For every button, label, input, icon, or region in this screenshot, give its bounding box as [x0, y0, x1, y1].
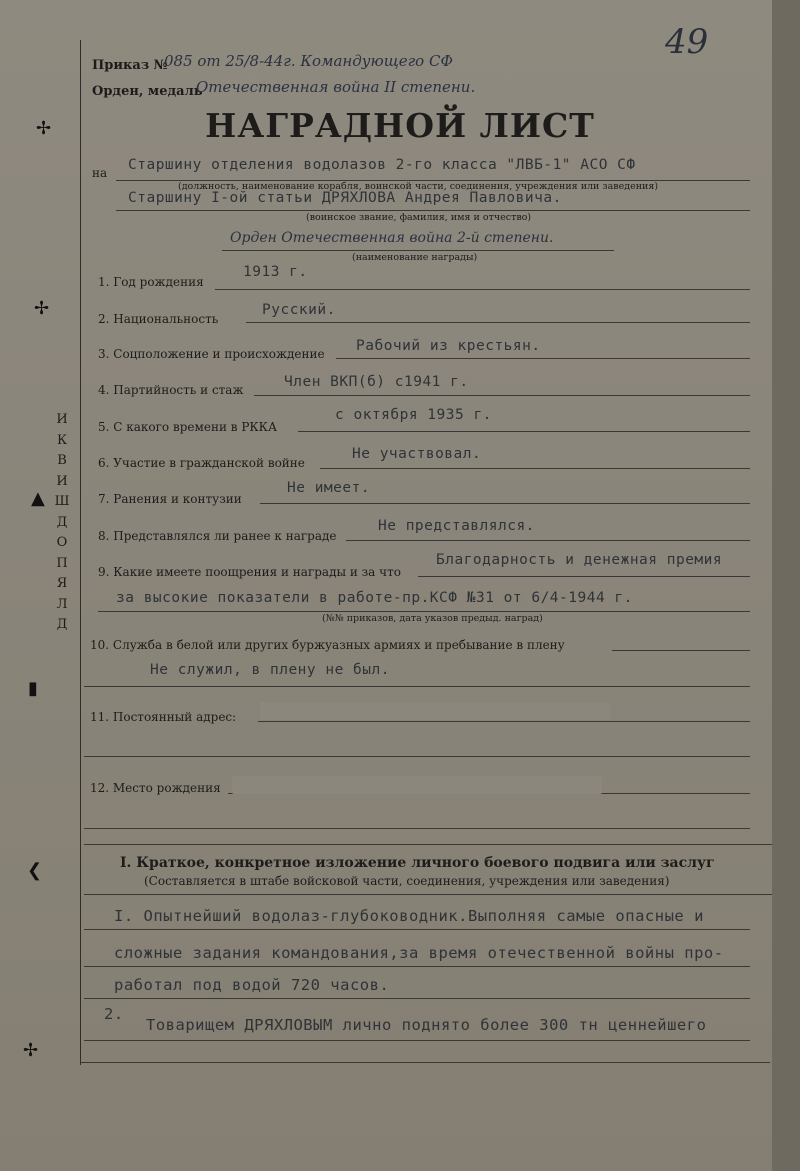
corner-number: 49: [665, 22, 709, 62]
award-caption: (наименование награды): [352, 252, 478, 263]
narrative-line-3: работал под водой 720 часов.: [114, 976, 390, 994]
field-10-value: Не служил, в плену не был.: [150, 662, 390, 678]
field-10-label: 10. Служба в белой или других буржуазных армиях и пребывание в плену: [90, 638, 565, 652]
margin-letter: П: [56, 555, 68, 571]
field-1-value: 1913 г.: [243, 264, 308, 280]
field-6-value: Не участвовал.: [352, 446, 482, 462]
margin-letter: Я: [56, 576, 68, 591]
field-5-value: с октября 1935 г.: [335, 407, 492, 423]
field-4-label: 4. Партийность и стаж: [98, 383, 244, 397]
hole-mark-6: ✢: [23, 1040, 39, 1061]
field-12-label: 12. Место рождения: [90, 781, 221, 795]
hole-mark-4: ▮: [28, 678, 38, 699]
field-5-label: 5. С какого времени в РККА: [98, 420, 278, 434]
recipient-prefix: на: [92, 166, 108, 180]
hole-mark-5: ❮: [27, 860, 43, 881]
margin-letter: К: [56, 432, 68, 448]
field-9-label: 9. Какие имеете поощрения и награды и за что: [98, 565, 401, 579]
margin-letter: В: [57, 453, 67, 468]
field-9-caption: (№№ приказов, дата указов предыд. наград): [322, 613, 543, 624]
margin-letter: О: [56, 535, 68, 550]
field-7-value: Не имеет.: [287, 480, 371, 496]
recipient-position: Старшину отделения водолазов 2-го класса "ЛВБ-1" АСО СФ: [128, 157, 636, 173]
narrative-line-1: I. Опытнейший водолаз-глубоководник.Выполняя самые опасные и: [114, 907, 704, 925]
recipient-award: Орден Отечественная война 2-й степени.: [230, 230, 554, 246]
recipient-name: Старшину I-ой статьи ДРЯХЛОВА Андрея Павловича.: [128, 190, 562, 206]
position-caption: (должность, наименование корабля, воинской части, соединения, учреждения или заведения): [178, 181, 659, 192]
redacted-birthplace: [232, 776, 602, 794]
order-label: Приказ №: [92, 58, 168, 73]
name-caption: (воинское звание, фамилия, имя и отчество): [306, 212, 532, 223]
margin-vertical-line: [80, 40, 81, 1065]
award-label: Орден, медаль: [92, 84, 203, 99]
section-1-subheading: (Составляется в штабе войсковой части, соединения, учреждения или заведения): [144, 874, 670, 888]
field-8-label: 8. Представлялся ли ранее к награде: [98, 529, 337, 543]
page-title: НАГРАДНОЙ ЛИСТ: [205, 106, 595, 145]
field-9-value-line2: за высокие показатели в работе-пр.КСФ №31 от 6/4-1944 г.: [116, 590, 633, 606]
narrative-line-5: Товарищем ДРЯХЛОВЫМ лично поднято более 300 тн ценнейшего: [146, 1016, 707, 1034]
field-6-label: 6. Участие в гражданской войне: [98, 456, 305, 470]
hole-mark-3: ▲: [31, 488, 45, 509]
field-2-value: Русский.: [262, 302, 336, 318]
field-4-value: Член ВКП(б) с1941 г.: [284, 374, 469, 390]
page-bottom-line: [80, 1062, 770, 1063]
field-9-value-line1: Благодарность и денежная премия: [436, 552, 723, 568]
page-right-edge: [772, 0, 800, 1171]
field-1-label: 1. Год рождения: [98, 275, 204, 289]
hole-mark-2: ✢: [34, 298, 50, 319]
margin-letter: И: [56, 412, 68, 427]
field-11-label: 11. Постоянный адрес:: [90, 710, 237, 724]
award-handwritten: Отечественная война II степени.: [196, 78, 476, 96]
order-handwritten: 085 от 25/8-44г. Командующего СФ: [164, 52, 453, 70]
field-3-label: 3. Соцположение и происхождение: [98, 347, 325, 361]
field-8-value: Не представлялся.: [378, 518, 535, 534]
margin-letter: И: [56, 473, 68, 489]
hole-mark-1: ✢: [36, 118, 52, 139]
margin-letter: Ш: [54, 494, 70, 509]
margin-letter: Д: [56, 617, 68, 632]
narrative-line-4: 2.: [104, 1005, 124, 1023]
redacted-address: [260, 702, 610, 720]
field-3-value: Рабочий из крестьян.: [356, 338, 541, 354]
margin-letter: Л: [56, 596, 68, 612]
margin-letter: Д: [56, 514, 68, 530]
section-1-heading: I. Краткое, конкретное изложение личного боевого подвига или заслуг: [120, 855, 715, 871]
narrative-line-2: сложные задания командования,за время отечественной войны про-: [114, 944, 724, 962]
field-7-label: 7. Ранения и контузии: [98, 492, 242, 506]
field-2-label: 2. Национальность: [98, 312, 219, 326]
margin-label-for-binding: [51, 410, 73, 636]
